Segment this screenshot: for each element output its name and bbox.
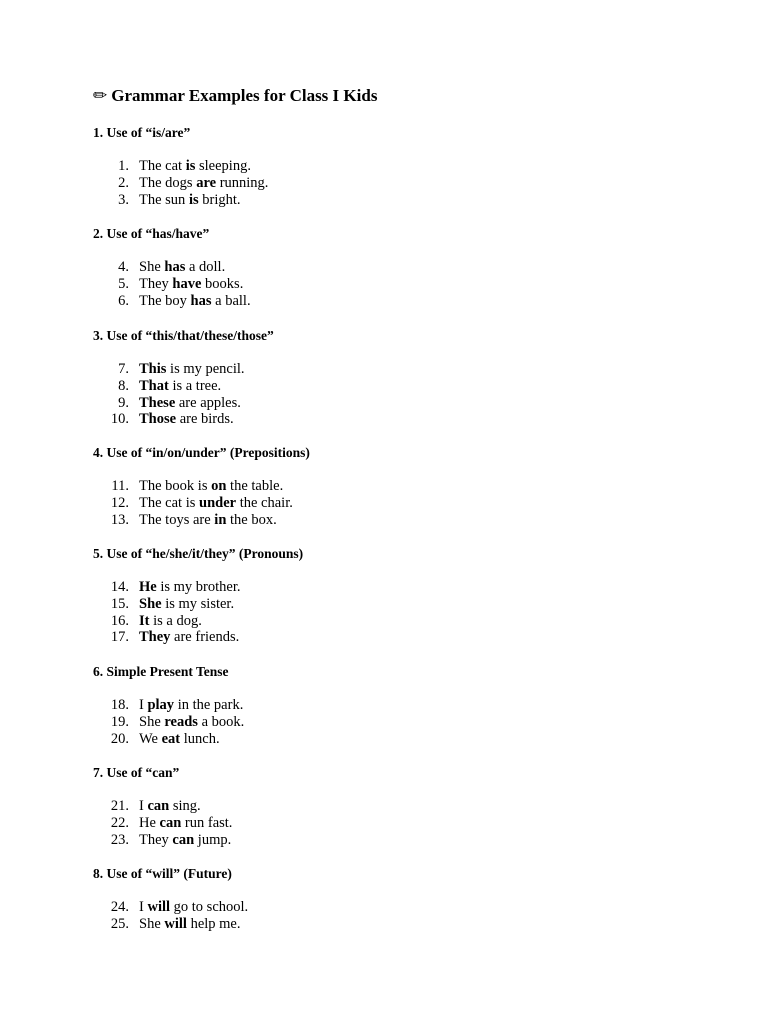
list-item: 2. The dogs are running. bbox=[118, 174, 269, 191]
list-item: 19. She reads a book. bbox=[110, 713, 245, 730]
list-item: 20. We eat lunch. bbox=[110, 730, 220, 747]
example-list bbox=[93, 158, 713, 208]
list-item: 22. He can run fast. bbox=[110, 814, 233, 831]
example-list bbox=[93, 798, 713, 848]
section-heading: 6. Simple Present Tense bbox=[93, 664, 229, 679]
list-item: 18. I play in the park. bbox=[110, 697, 244, 713]
section-has-have bbox=[93, 225, 713, 309]
section-prepositions bbox=[93, 444, 713, 528]
section-this-that bbox=[93, 327, 713, 428]
section-heading: 5. Use of “he/she/it/they” (Pronouns) bbox=[93, 546, 304, 561]
document-title bbox=[93, 86, 377, 106]
list-item: 12. The cat is under the chair. bbox=[110, 494, 293, 511]
list-item: 6. The boy has a ball. bbox=[118, 292, 251, 309]
list-item: 8. That is a tree. bbox=[118, 377, 222, 394]
list-item: 23. They can jump. bbox=[110, 831, 232, 848]
document-title-text: Grammar Examples for Class I Kids bbox=[111, 86, 378, 105]
list-item: 9. These are apples. bbox=[118, 394, 241, 411]
section-simple-present bbox=[93, 663, 713, 747]
example-list bbox=[93, 697, 713, 747]
list-item: 16. It is a dog. bbox=[110, 612, 202, 629]
section-pronouns bbox=[93, 545, 713, 646]
example-list bbox=[93, 361, 713, 428]
section-heading: 8. Use of “will” (Future) bbox=[93, 866, 232, 881]
section-heading: 3. Use of “this/that/these/those” bbox=[93, 328, 274, 343]
example-list bbox=[93, 899, 713, 933]
section-heading: 1. Use of “is/are” bbox=[93, 125, 191, 140]
example-list bbox=[93, 579, 713, 646]
list-item: 5. They have books. bbox=[118, 275, 244, 292]
section-is-are bbox=[93, 124, 713, 208]
list-item: 11. The book is on the table. bbox=[111, 478, 284, 494]
list-item: 25. She will help me. bbox=[110, 915, 241, 932]
list-item: 15. She is my sister. bbox=[110, 595, 235, 612]
list-item: 7. This is my pencil. bbox=[118, 361, 245, 377]
list-item: 21. I can sing. bbox=[110, 798, 201, 814]
list-item: 1. The cat is sleeping. bbox=[118, 158, 251, 174]
example-list bbox=[93, 259, 713, 309]
list-item: 4. She has a doll. bbox=[118, 259, 226, 275]
list-item: 3. The sun is bright. bbox=[118, 191, 241, 208]
list-item: 10. Those are birds. bbox=[110, 411, 234, 428]
list-item: 24. I will go to school. bbox=[110, 899, 249, 915]
section-heading: 7. Use of “can” bbox=[93, 765, 180, 780]
section-can bbox=[93, 764, 713, 848]
example-list bbox=[93, 478, 713, 528]
list-item: 13. The toys are in the box. bbox=[110, 511, 277, 528]
section-heading: 2. Use of “has/have” bbox=[93, 226, 210, 241]
list-item: 14. He is my brother. bbox=[110, 579, 241, 595]
pencil-icon: ✏ bbox=[93, 86, 108, 105]
section-will bbox=[93, 865, 713, 933]
list-item: 17. They are friends. bbox=[110, 629, 240, 646]
section-heading: 4. Use of “in/on/under” (Prepositions) bbox=[93, 445, 310, 460]
